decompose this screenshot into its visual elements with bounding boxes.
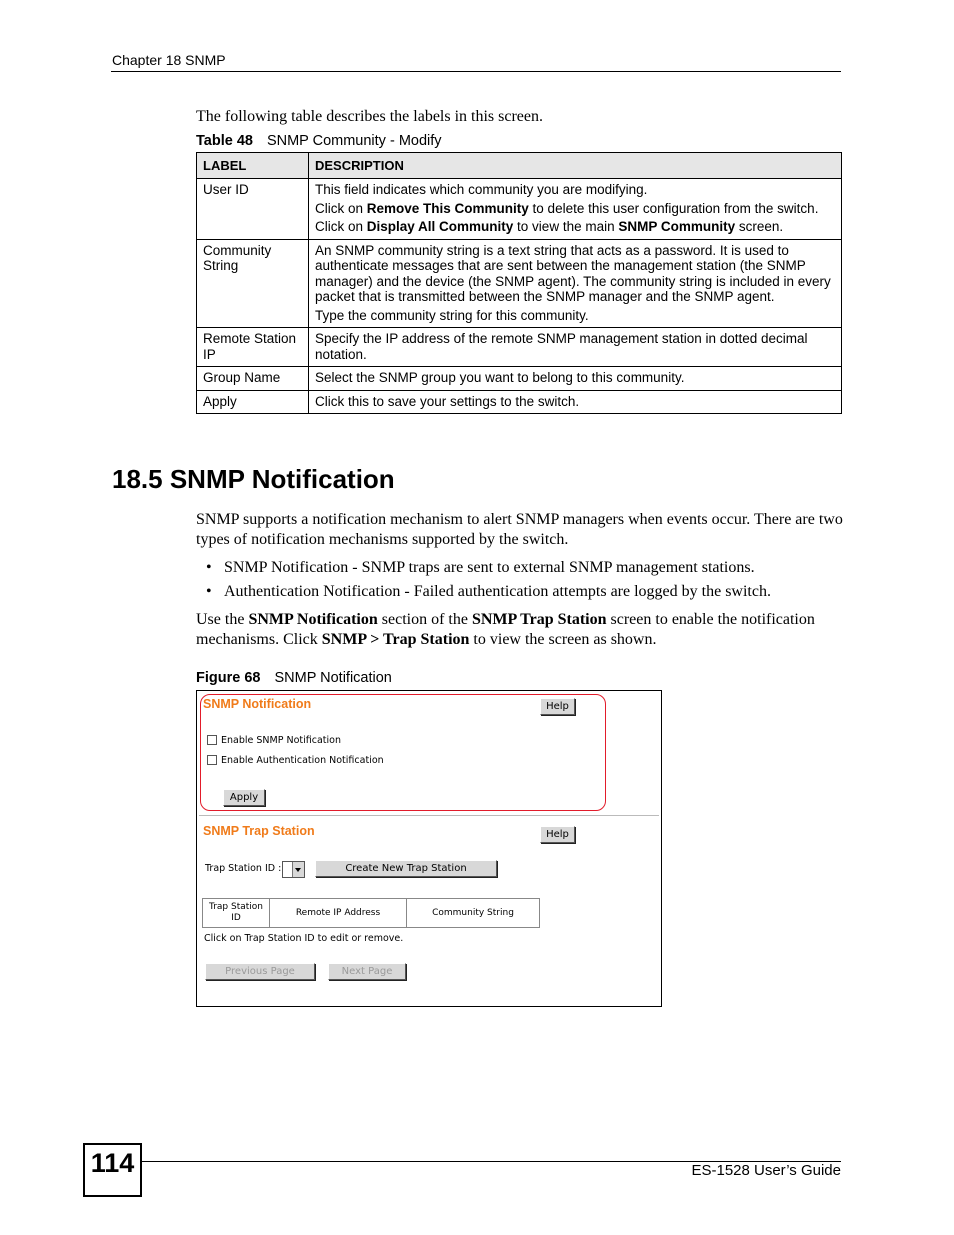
previous-page-button[interactable]: Previous Page <box>205 963 315 980</box>
table-row <box>197 390 842 414</box>
enable-authentication-notification-label: Enable Authentication Notification <box>221 755 384 766</box>
label-description-table <box>196 152 842 414</box>
row-label: Community String <box>197 239 309 328</box>
table-row <box>197 179 842 240</box>
row-label: Apply <box>197 390 309 414</box>
desc-text: Select the SNMP group you want to belong to this community. <box>315 370 685 385</box>
row-label: Group Name <box>197 367 309 391</box>
table-row <box>197 367 842 391</box>
guide-title: ES-1528 User’s Guide <box>691 1162 841 1179</box>
desc-fragment: Click on <box>315 219 367 234</box>
header-rule <box>111 71 841 72</box>
table-caption-title: SNMP Community - Modify <box>266 133 442 149</box>
trap-station-table <box>202 898 540 928</box>
chevron-down-icon <box>292 862 304 877</box>
col-community-string: Community String <box>407 899 540 928</box>
figure-caption-title: SNMP Notification <box>274 670 392 686</box>
section-paragraph <box>196 610 846 650</box>
enable-snmp-notification-label: Enable SNMP Notification <box>221 735 341 746</box>
section-title: 18.5 SNMP Notification <box>112 464 395 494</box>
table-caption <box>196 133 442 149</box>
figure-caption-number: Figure 68 <box>196 670 261 686</box>
table-header-row <box>203 899 540 928</box>
para-fragment: section of the <box>377 611 472 628</box>
col-trap-station-id: Trap Station ID <box>203 899 270 928</box>
row-description <box>309 239 842 328</box>
create-new-trap-station-button[interactable]: Create New Trap Station <box>315 860 497 877</box>
header-label: LABEL <box>197 153 309 179</box>
bullet-list <box>196 558 771 606</box>
header-description: DESCRIPTION <box>309 153 842 179</box>
desc-text: Click this to save your settings to the switch. <box>315 393 580 409</box>
col-remote-ip-address: Remote IP Address <box>270 899 407 928</box>
apply-button[interactable]: Apply <box>223 789 265 806</box>
table-caption-number: Table 48 <box>196 133 253 149</box>
list-item: • Authentication Notification - Failed authentication attempts are logged by the switch. <box>196 582 771 602</box>
page-number: 114 <box>90 1148 135 1178</box>
next-page-button[interactable]: Next Page <box>328 963 406 980</box>
para-bold: SNMP > Trap Station <box>321 631 470 648</box>
list-item: • SNMP Notification - SNMP traps are sent to external SNMP management stations. <box>196 558 771 578</box>
edit-hint-text: Click on Trap Station ID to edit or remove. <box>204 933 404 944</box>
para-bold: SNMP Notification <box>248 611 378 628</box>
section-divider <box>199 815 659 816</box>
row-description <box>309 328 842 367</box>
para-fragment: Use the <box>196 611 249 628</box>
desc-text: An SNMP community string is a text string that acts as a password. It is used to authenticate messages that are sent between the management station (the SNMP manager) and the device (the SNMP agent). The community string is included in every packet that is transmitted between the SNMP manager and the SNMP agent. <box>315 242 831 304</box>
intro-text: The following table describes the labels in this screen. <box>196 108 544 125</box>
desc-fragment: Click on <box>315 200 367 216</box>
desc-fragment: to delete this user configuration from the switch. <box>528 200 819 216</box>
section-paragraph: SNMP supports a notification mechanism to alert SNMP managers when events occur. There are two types of notification mechanisms supported by the switch. <box>196 511 843 548</box>
desc-text <box>315 201 835 217</box>
snmp-notification-title: SNMP Notification <box>203 697 312 711</box>
snmp-trap-station-title: SNMP Trap Station <box>203 824 315 838</box>
desc-fragment: to view the main <box>513 219 619 234</box>
table-row <box>197 239 842 328</box>
enable-authentication-notification-checkbox[interactable] <box>207 755 217 765</box>
desc-bold: SNMP Community <box>618 219 736 234</box>
row-description <box>309 367 842 391</box>
desc-bold: Remove This Community <box>366 200 529 216</box>
trap-station-id-select[interactable] <box>282 861 305 878</box>
desc-text: Specify the IP address of the remote SNMP management station in dotted decimal notation. <box>315 331 808 362</box>
row-label: Remote Station IP <box>197 328 309 367</box>
table-row <box>197 328 842 367</box>
snmp-notification-screenshot <box>196 690 662 1007</box>
desc-text <box>315 219 835 235</box>
help-button[interactable]: Help <box>540 698 575 715</box>
desc-fragment: screen. <box>735 219 784 234</box>
trap-station-id-label: Trap Station ID : <box>205 863 282 874</box>
desc-text: Type the community string for this community. <box>315 307 589 323</box>
row-label: User ID <box>197 179 309 240</box>
desc-text: This field indicates which community you are modifying. <box>315 182 648 197</box>
table-header-row <box>197 153 842 179</box>
row-description <box>309 390 842 414</box>
chapter-header: Chapter 18 SNMP <box>112 52 226 68</box>
help-button[interactable]: Help <box>540 826 575 843</box>
row-description <box>309 179 842 240</box>
enable-snmp-notification-checkbox[interactable] <box>207 735 217 745</box>
para-fragment: screen to enable the notification mechanisms. Click <box>196 611 815 648</box>
figure-caption <box>196 670 392 686</box>
para-fragment: to view the screen as shown. <box>469 631 657 648</box>
para-bold: SNMP Trap Station <box>471 611 607 628</box>
desc-bold: Display All Community <box>366 219 514 234</box>
